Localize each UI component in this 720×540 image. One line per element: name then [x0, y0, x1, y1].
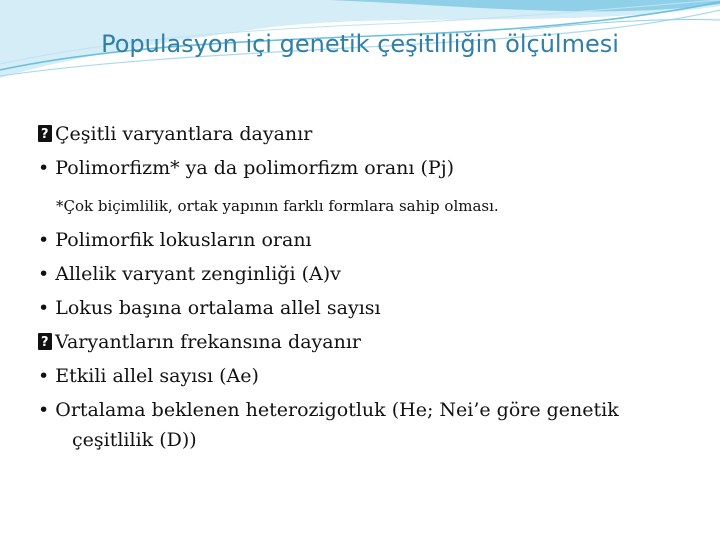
- slide-title: Populasyon içi genetik çeşitliliğin ölçülmesi: [101, 30, 619, 58]
- footnote-polymorphism: *Çok biçimlilik, ortak yapının farklı formlara sahip olması.: [56, 197, 499, 215]
- bullet-effective-alleles: • Etkili allel sayısı (Ae): [38, 365, 259, 387]
- bullet-polymorphic-loci: • Polimorfik lokusların oranı: [38, 229, 312, 251]
- section-heading-frequency: ?Varyantların frekansına dayanır: [38, 330, 361, 354]
- bullet-allelic-richness: • Allelik varyant zenginliği (A)v: [38, 263, 341, 285]
- bullet-polymorphism: • Polimorfizm* ya da polimorfizm oranı (Pj): [38, 157, 454, 179]
- section-heading-variants: ?Çeşitli varyantlara dayanır: [38, 122, 312, 146]
- bullet-mean-alleles: • Lokus başına ortalama allel sayısı: [38, 297, 381, 319]
- bullet-expected-heterozygosity-continuation: çeşitlilik (D)): [72, 429, 197, 451]
- bullet-expected-heterozygosity: • Ortalama beklenen heterozigotluk (He; Nei’e göre genetik: [38, 399, 619, 421]
- unknown-glyph-icon: [38, 125, 52, 142]
- unknown-glyph-icon: [38, 333, 52, 350]
- header-swoosh-decoration: [0, 0, 720, 120]
